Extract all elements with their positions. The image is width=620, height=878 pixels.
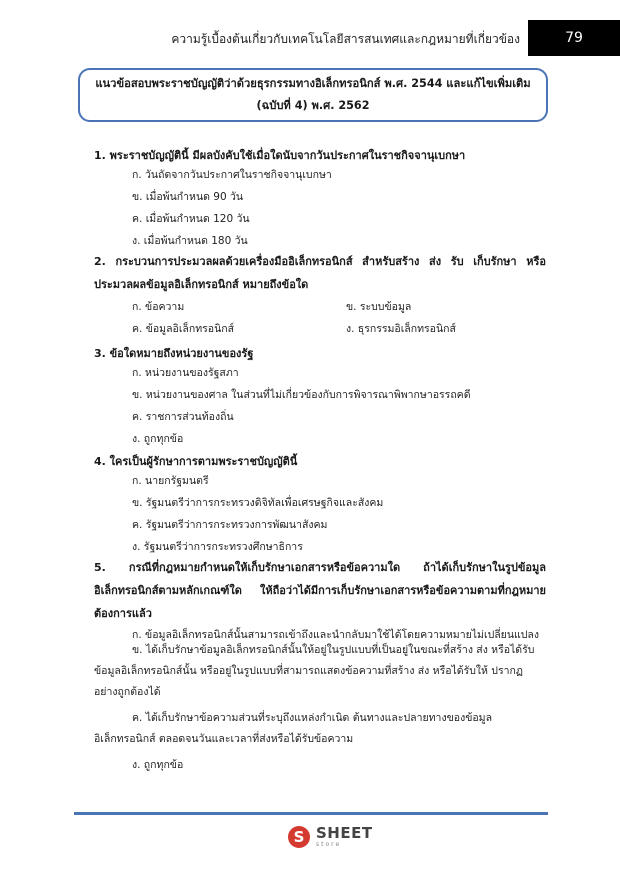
question-3-option-d: ง. ถูกทุกข้อ [132, 433, 184, 445]
running-header: ความรู้เบื้องต้นเกี่ยวกับเทคโนโลยีสารสนเทศและกฎหมายที่เกี่ยวข้อง [171, 32, 520, 46]
question-5-option-d: ง. ถูกทุกข้อ [132, 759, 184, 771]
question-1-option-d: ง. เมื่อพ้นกำหนด 180 วัน [132, 235, 248, 247]
question-2-option-c: ค. ข้อมูลอิเล็กทรอนิกส์ [132, 323, 235, 335]
sheet-store-logo [288, 826, 373, 848]
page-number: 79 [528, 20, 620, 56]
question-4: 4. ใครเป็นผู้รักษาการตามพระราชบัญญัตินี้ [94, 455, 298, 468]
question-3-option-c: ค. ราชการส่วนท้องถิ่น [132, 411, 234, 423]
question-2-option-d: ง. ธุรกรรมอิเล็กทรอนิกส์ [346, 323, 456, 335]
section-title-box [78, 68, 548, 122]
question-4-option-c: ค. รัฐมนตรีว่าการกระทรวงการพัฒนาสังคม [132, 519, 328, 531]
question-5-option-a: ก. ข้อมูลอิเล็กทรอนิกส์นั้นสามารถเข้าถึงและนำกลับมาใช้ได้โดยความหมายไม่เปลี่ยนแปลง [132, 629, 539, 641]
logo-name: SHEET [316, 824, 373, 842]
question-4-option-b: ข. รัฐมนตรีว่าการกระทรวงดิจิทัลเพื่อเศรษฐกิจและสังคม [132, 497, 384, 509]
question-2: 2. กระบวนการประมวลผลด้วยเครื่องมืออิเล็กทรอนิกส์ สำหรับสร้าง ส่ง รับ เก็บรักษา หรือประมวลผลข้อมูลอิเล็กทรอนิกส์ หมายถึงข้อใด [94, 255, 546, 291]
question-3-option-a: ก. หน่วยงานของรัฐสภา [132, 367, 239, 379]
question-1: 1. พระราชบัญญัตินี้ มีผลบังคับใช้เมื่อใดนับจากวันประกาศในราชกิจจานุเบกษา [94, 149, 466, 162]
sheet-logo-icon [288, 826, 310, 848]
question-4-option-a: ก. นายกรัฐมนตรี [132, 475, 209, 487]
question-3: 3. ข้อใดหมายถึงหน่วยงานของรัฐ [94, 347, 254, 360]
question-2-option-b: ข. ระบบข้อมูล [346, 301, 412, 313]
section-title: แนวข้อสอบพระราชบัญญัติว่าด้วยธุรกรรมทางอิเล็กทรอนิกส์ พ.ศ. 2544 และแก้ไขเพิ่มเติม (ฉบับที่ 4) พ.ศ. 2562 [95, 77, 531, 112]
question-1-option-c: ค. เมื่อพ้นกำหนด 120 วัน [132, 213, 250, 225]
question-4-option-d: ง. รัฐมนตรีว่าการกระทรวงศึกษาธิการ [132, 541, 303, 553]
question-5: 5. กรณีที่กฎหมายกำหนดให้เก็บรักษาเอกสารหรือข้อความใด ถ้าได้เก็บรักษาในรูปข้อมูลอิเล็กทรอนิกส์ตามหลักเกณฑ์ใด ให้ถือว่าได้มีการเก็บรักษาเอกสารหรือข้อความตามที่กฎหมายต้องการแล้ว [94, 561, 546, 620]
logo-subname: store [316, 841, 342, 848]
question-1-option-b: ข. เมื่อพ้นกำหนด 90 วัน [132, 191, 244, 203]
question-5-option-c: ค. ได้เก็บรักษาข้อความส่วนที่ระบุถึงแหล่งกำเนิด ต้นทางและปลายทางของข้อมูลอิเล็กทรอนิกส์ ตลอดจนวันและเวลาที่ส่งหรือได้รับข้อความ [94, 712, 493, 745]
question-5-option-b: ข. ได้เก็บรักษาข้อมูลอิเล็กทรอนิกส์นั้นให้อยู่ในรูปแบบที่เป็นอยู่ในขณะที่สร้าง ส่ง หรือได้รับข้อมูลอิเล็กทรอนิกส์นั้น หรืออยู่ในรูปแบบที่สามารถแสดงข้อความที่สร้าง ส่ง หรือได้รับให้ ปรากฏอย่างถูกต้องได้ [94, 644, 535, 698]
footer-divider [74, 812, 548, 815]
question-2-option-a: ก. ข้อความ [132, 301, 185, 313]
question-1-option-a: ก. วันถัดจากวันประกาศในราชกิจจานุเบกษา [132, 169, 332, 181]
question-3-option-b: ข. หน่วยงานของศาล ในส่วนที่ไม่เกี่ยวข้องกับการพิจารณาพิพากษาอรรถคดี [132, 389, 471, 401]
